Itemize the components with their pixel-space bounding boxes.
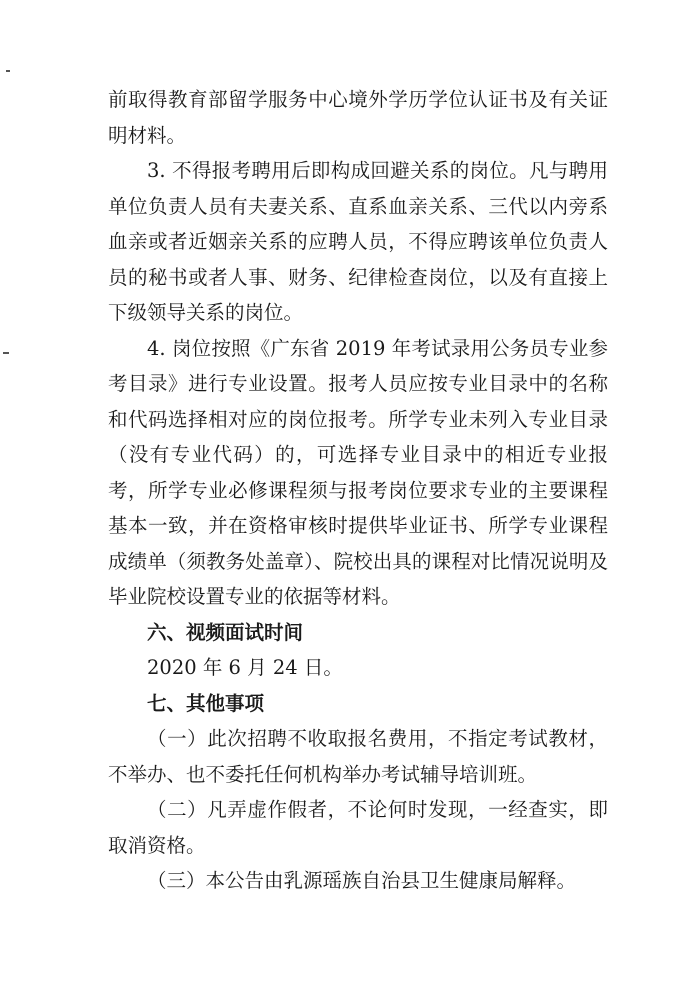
section-6-date: 2020 年 6 月 24 日。 <box>147 656 343 679</box>
section-7-heading: 七、其他事项 <box>147 691 265 715</box>
paragraph-continuation: 前取得教育部留学服务中心境外学历学位认证书及有关证明材料。 <box>108 88 608 147</box>
paragraph-item-4: 4. 岗位按照《广东省 2019 年考试录用公务员专业参考目录》进行专业设置。报考人员应按专业目录中的名称和代码选择相对应的岗位报考。所学专业未列入专业目录（没有专业代码）的，可选择专业目录中的相近专业报考，所学专业必修课程须与报考岗位要求专业的主要课程基本一致，并在资格审核时提供毕业证书、所学专业课程成绩单（须教务处盖章）、院校出具的课程对比情况说明及毕业院校设置专业的依据等材料。 <box>108 336 608 608</box>
scan-mark-top <box>6 70 10 72</box>
section-7-item-1: （一）此次招聘不收取报名费用，不指定考试教材，不举办、也不委托任何机构举办考试辅导培训班。 <box>108 727 608 786</box>
scan-mark-middle <box>3 352 9 354</box>
document-body <box>108 82 608 899</box>
paragraph-item-3: 3. 不得报考聘用后即构成回避关系的岗位。凡与聘用单位负责人员有夫妻关系、直系血亲关系、三代以内旁系血亲或者近姻亲关系的应聘人员，不得应聘该单位负责人员的秘书或者人事、财务、纪律检查岗位，以及有直接上下级领导关系的岗位。 <box>108 159 608 324</box>
section-7-item-2: （二）凡弄虚作假者，不论何时发现，一经查实，即取消资格。 <box>108 798 608 857</box>
section-7-item-3: （三）本公告由乳源瑶族自治县卫生健康局解释。 <box>147 869 577 892</box>
section-6-heading: 六、视频面试时间 <box>147 620 304 644</box>
